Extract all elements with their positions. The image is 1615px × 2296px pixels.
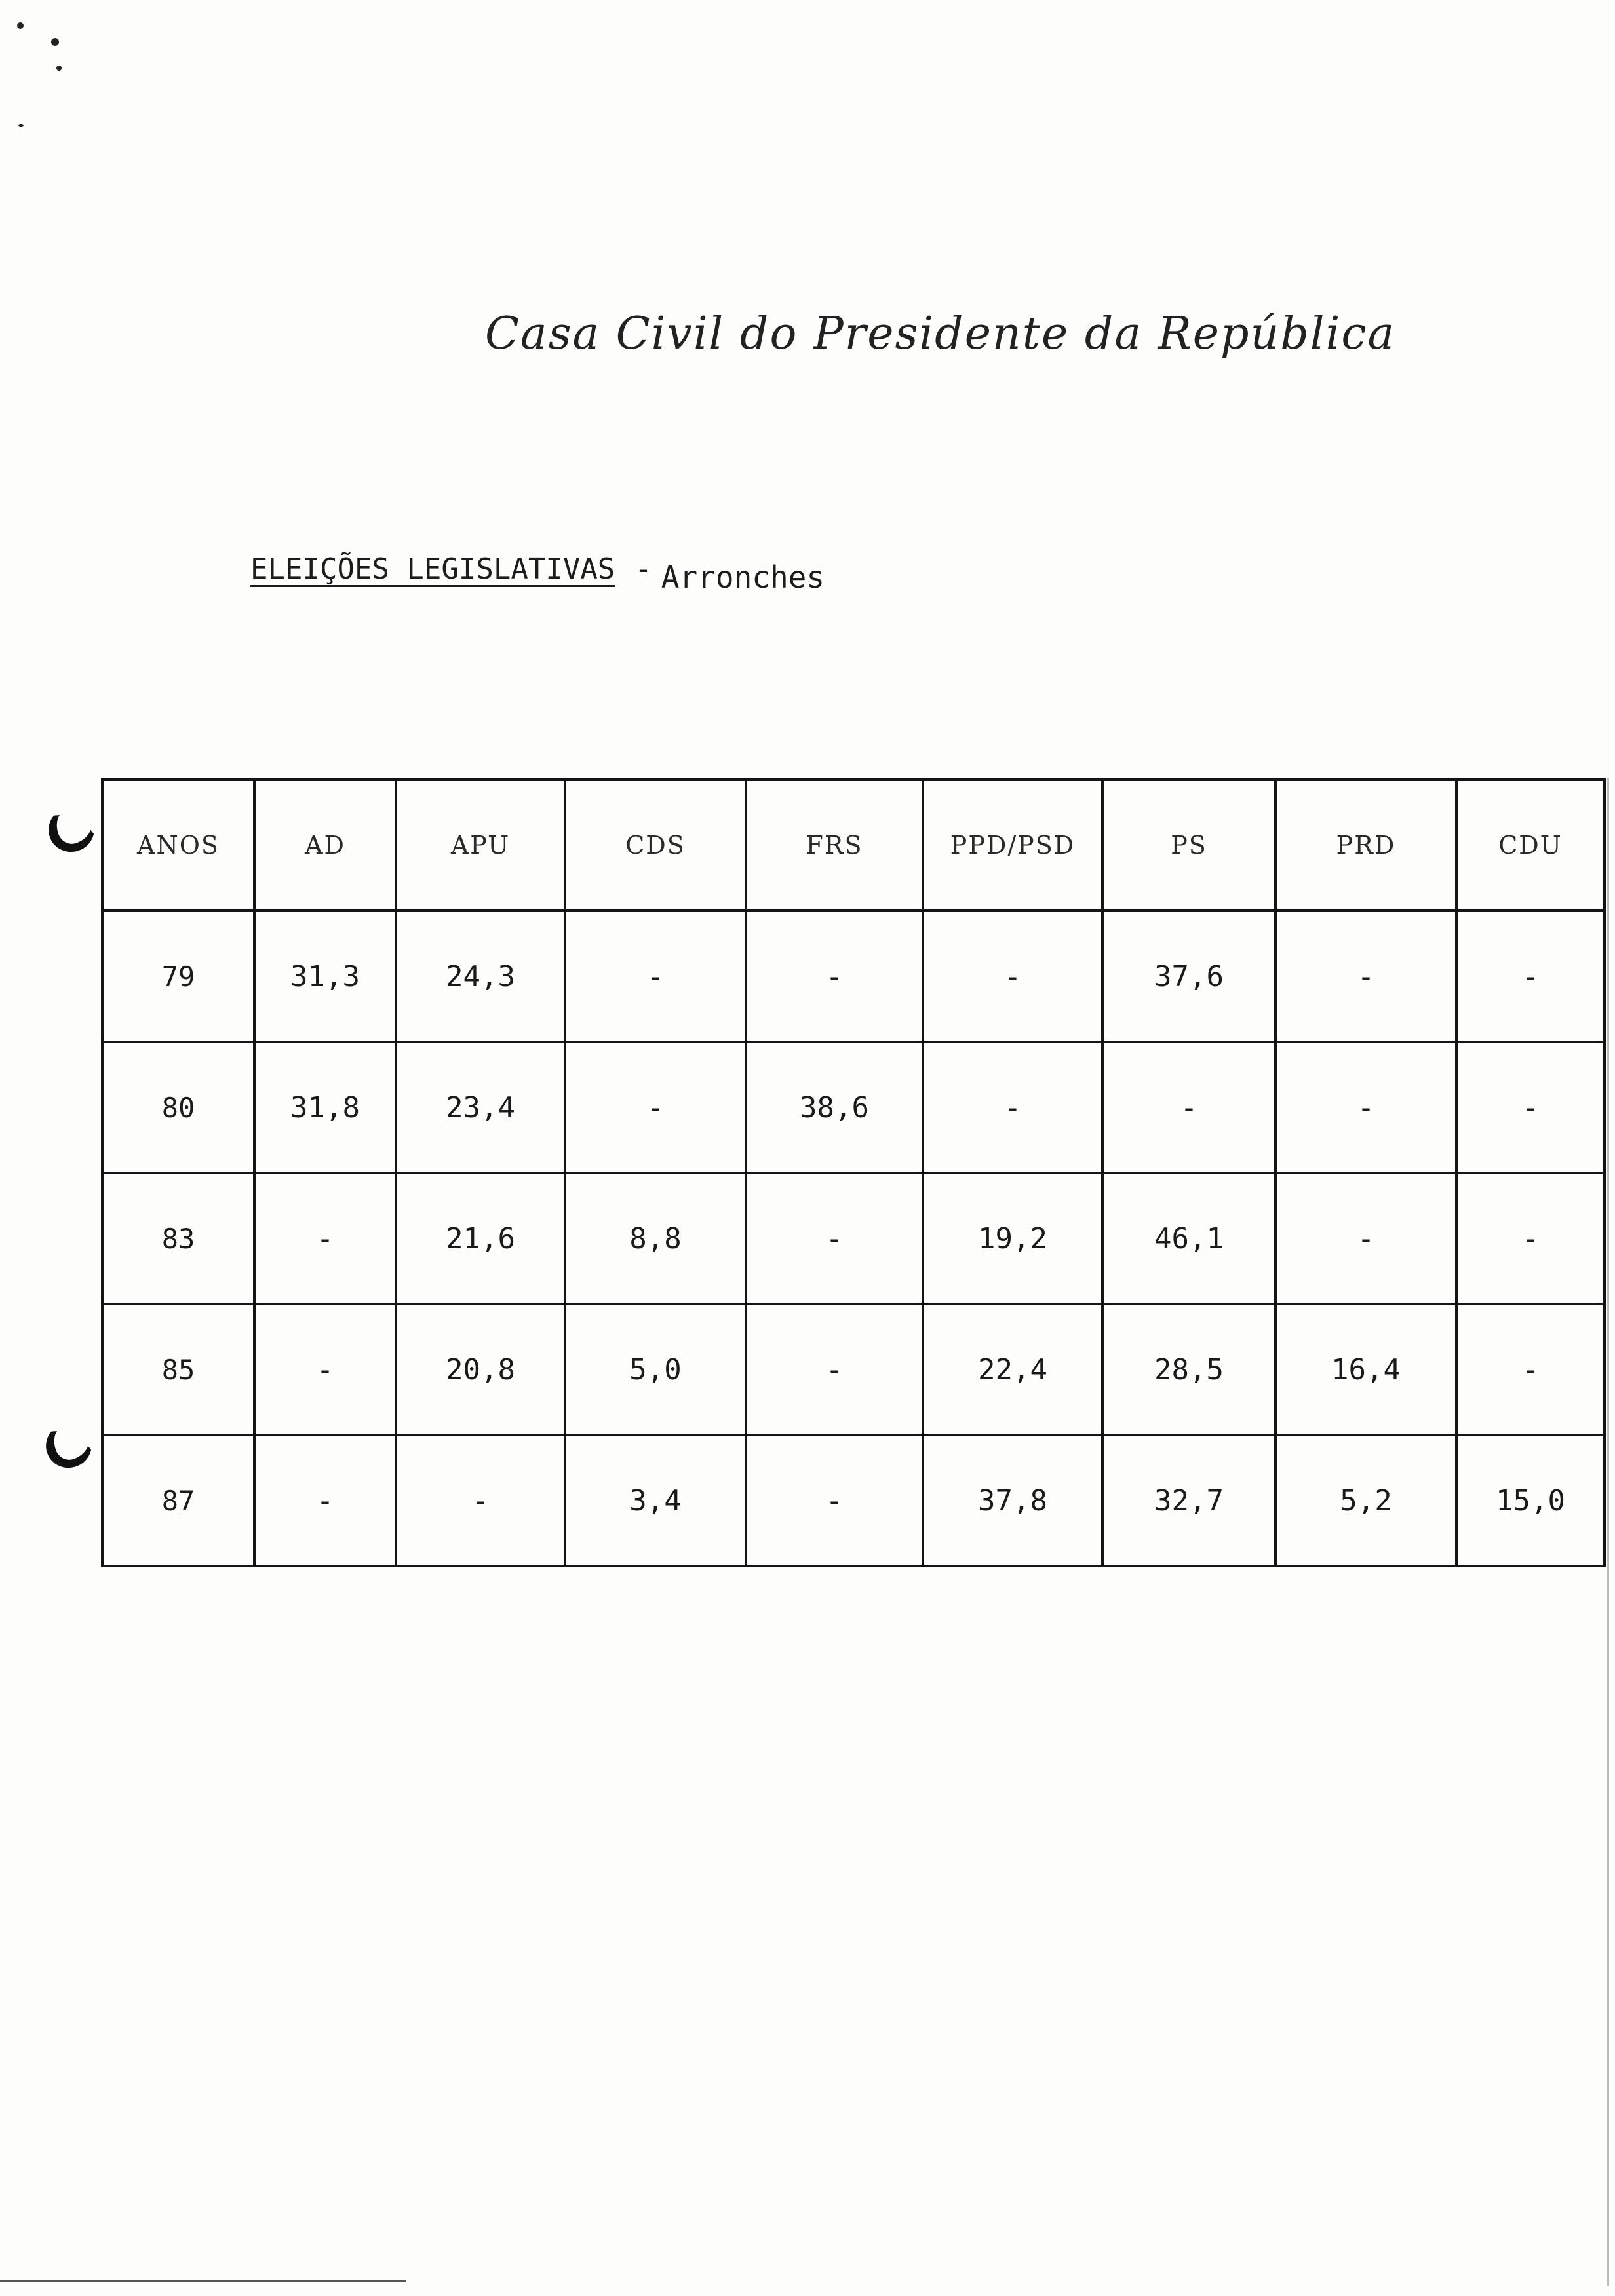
heading-separator: - [634,552,652,586]
table-row [102,1173,1605,1304]
table-cell: - [746,1173,923,1304]
table-cell: - [254,1173,396,1304]
column-header: PS [1102,780,1275,911]
table-cell: 79 [102,911,254,1042]
table-cell: - [1275,1173,1456,1304]
table-cell: 15,0 [1456,1435,1605,1566]
table-cell: 21,6 [396,1173,565,1304]
table-cell: 16,4 [1275,1304,1456,1435]
table-row [102,1304,1605,1435]
scan-speck [18,124,24,127]
column-header: ANOS [102,780,254,911]
table-cell: - [746,1435,923,1566]
table-cell: 5,0 [565,1304,746,1435]
table-cell: 46,1 [1102,1173,1275,1304]
table-row [102,1435,1605,1566]
table-cell: - [1275,911,1456,1042]
table-cell: 20,8 [396,1304,565,1435]
table-cell: - [254,1304,396,1435]
table-cell: - [746,911,923,1042]
table-cell: 37,6 [1102,911,1275,1042]
binder-hole-mark [42,801,100,858]
page-edge-shadow [1607,778,1609,2286]
table-cell: - [396,1435,565,1566]
scan-speck [51,38,59,46]
scan-speck [17,22,24,29]
table-row [102,1042,1605,1173]
table-cell: 31,3 [254,911,396,1042]
table-cell: 80 [102,1042,254,1173]
table-cell: 38,6 [746,1042,923,1173]
column-header: PRD [1275,780,1456,911]
heading-place: Arronches [661,560,825,595]
table-cell: 83 [102,1173,254,1304]
column-header: PPD/PSD [923,780,1102,911]
column-header: AD [254,780,396,911]
scan-speck [56,66,62,71]
column-header: FRS [746,780,923,911]
table-cell: - [923,1042,1102,1173]
table-cell: - [1456,1042,1605,1173]
table-cell: 87 [102,1435,254,1566]
table-cell: 19,2 [923,1173,1102,1304]
table-cell: - [923,911,1102,1042]
heading-title: ELEIÇÕES LEGISLATIVAS [250,552,615,586]
table-row [102,911,1605,1042]
table-cell: 8,8 [565,1173,746,1304]
table-cell: 32,7 [1102,1435,1275,1566]
table-cell: 85 [102,1304,254,1435]
column-header: CDU [1456,780,1605,911]
table-cell: - [565,1042,746,1173]
table-cell: 31,8 [254,1042,396,1173]
binder-hole-mark [39,1417,98,1474]
table-cell: - [746,1304,923,1435]
letterhead: Casa Civil do Presidente da República [485,308,1396,360]
election-results-table [101,778,1606,1567]
table-cell: - [1456,911,1605,1042]
table-cell: - [565,911,746,1042]
table-cell: 23,4 [396,1042,565,1173]
table-cell: 24,3 [396,911,565,1042]
table-cell: - [254,1435,396,1566]
table-cell: - [1275,1042,1456,1173]
table-cell: - [1456,1304,1605,1435]
table-cell: 37,8 [923,1435,1102,1566]
column-header: APU [396,780,565,911]
page-edge-line [0,2280,406,2282]
column-header: CDS [565,780,746,911]
table-cell: 5,2 [1275,1435,1456,1566]
table-cell: 3,4 [565,1435,746,1566]
document-heading [250,550,825,595]
table-cell: 22,4 [923,1304,1102,1435]
table-cell: - [1102,1042,1275,1173]
table-header-row [102,780,1605,911]
table-cell: - [1456,1173,1605,1304]
table-cell: 28,5 [1102,1304,1275,1435]
